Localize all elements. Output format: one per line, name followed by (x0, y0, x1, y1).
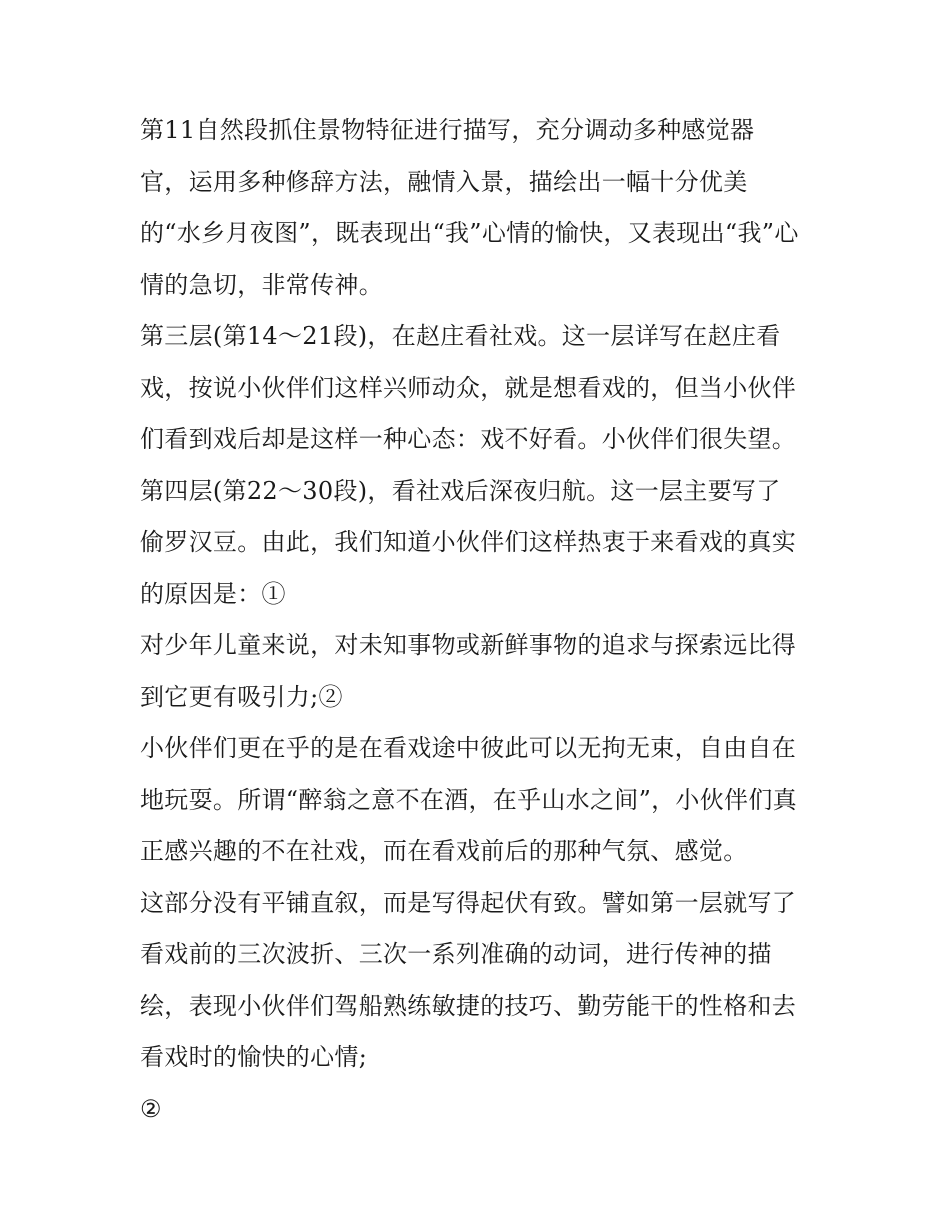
document-body (140, 108, 820, 1138)
text-line: 第三层(第14～21段)，在赵庄看社戏。这一层详写在赵庄看 (140, 322, 781, 350)
text-line: 到它更有吸引力;② (140, 682, 343, 711)
text-line: 这部分没有平铺直叙，而是写得起伏有致。譬如第一层就写了 (140, 888, 797, 917)
text-line: 的“水乡月夜图”，既表现出“我”心情的愉快，又表现出“我”心 (140, 219, 799, 247)
text-line: 第四层(第22～30段)，看社戏后深夜归航。这一层主要写了 (140, 476, 781, 505)
text-line: 戏，按说小伙伴们这样兴师动众，就是想看戏的，但当小伙伴 (140, 373, 797, 402)
text-line: 地玩耍。所谓“醉翁之意不在酒，在乎山水之间”，小伙伴们真 (140, 785, 797, 814)
text-line: 正感兴趣的不在社戏，而在看戏前后的那种气氛、感觉。 (140, 837, 748, 865)
text-line: 小伙伴们更在乎的是在看戏途中彼此可以无拘无束，自由自在 (140, 734, 797, 762)
text-line: 第11自然段抓住景物特征进行描写，充分调动多种感觉器 (140, 116, 755, 144)
text-line: 情的急切，非常传神。 (140, 270, 383, 299)
text-line: 看戏时的愉快的心情; (140, 1043, 368, 1071)
text-line: 的原因是：① (140, 579, 286, 608)
text-line: 对少年儿童来说，对未知事物或新鲜事物的追求与探索远比得 (140, 631, 797, 659)
text-line: 绘，表现小伙伴们驾船熟练敏捷的技巧、勤劳能干的性格和去 (140, 991, 797, 1020)
text-line: 官，运用多种修辞方法，融情入景，描绘出一幅十分优美 (140, 167, 748, 196)
text-line: 看戏前的三次波折、三次一系列准确的动词，进行传神的描 (140, 940, 772, 968)
text-line: 偷罗汉豆。由此，我们知道小伙伴们这样热衷于来看戏的真实 (140, 528, 797, 556)
text-line: 们看到戏后却是这样一种心态：戏不好看。小伙伴们很失望。 (140, 425, 797, 453)
text-line: ② (140, 1094, 162, 1123)
